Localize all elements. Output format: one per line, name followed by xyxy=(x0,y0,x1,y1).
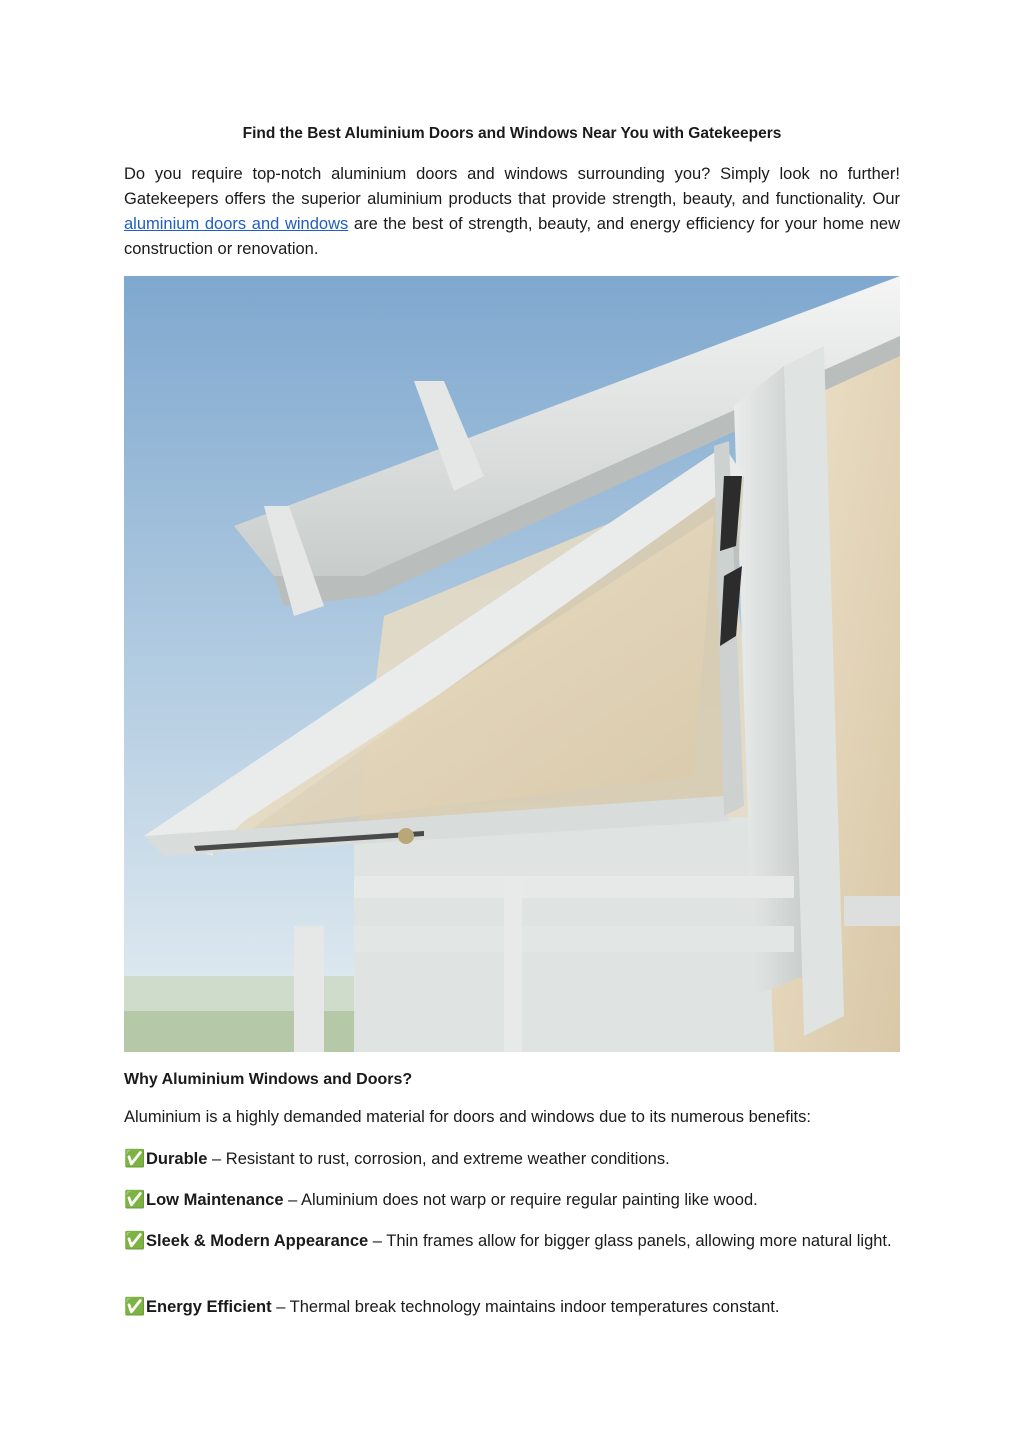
benefit-item-low-maintenance xyxy=(124,1187,900,1213)
benefit-item-durable xyxy=(124,1146,900,1172)
benefit-text: – Thermal break technology maintains indoor temperatures constant. xyxy=(271,1298,780,1316)
benefit-text: – Aluminium does not warp or require regular painting like wood. xyxy=(283,1191,758,1209)
benefit-term: Low Maintenance xyxy=(146,1191,284,1209)
benefit-item-sleek-modern xyxy=(124,1228,900,1254)
benefit-item-energy-efficient xyxy=(124,1294,900,1320)
check-icon: ✅ xyxy=(124,1231,146,1250)
aluminium-doors-windows-link[interactable]: aluminium doors and windows xyxy=(124,215,349,233)
intro-paragraph xyxy=(124,162,900,262)
check-icon: ✅ xyxy=(124,1190,146,1209)
benefit-text: – Thin frames allow for bigger glass panels, allowing more natural light. xyxy=(368,1232,892,1250)
check-icon: ✅ xyxy=(124,1297,146,1316)
document-title: Find the Best Aluminium Doors and Windows Near You with Gatekeepers xyxy=(242,125,782,142)
check-icon: ✅ xyxy=(124,1149,146,1168)
benefit-term: Energy Efficient xyxy=(146,1298,272,1316)
intro-text-before: Do you require top-notch aluminium doors and windows surrounding you? Simply look no further! Gatekeepers offers the superior aluminium products that provide strength, beauty, and functionality. Our xyxy=(124,165,900,208)
section-heading: Why Aluminium Windows and Doors? xyxy=(124,1071,413,1088)
intro-text-after: are the best of strength, beauty, and energy efficiency for your home new construction or renovation. xyxy=(124,215,900,258)
benefit-text: – Resistant to rust, corrosion, and extreme weather conditions. xyxy=(207,1150,670,1168)
section-lead: Aluminium is a highly demanded material for doors and windows due to its numerous benefits: xyxy=(124,1108,811,1126)
benefit-term: Sleek & Modern Appearance xyxy=(146,1232,369,1250)
benefit-term: Durable xyxy=(146,1150,208,1168)
aluminium-window-photo xyxy=(124,276,900,1052)
